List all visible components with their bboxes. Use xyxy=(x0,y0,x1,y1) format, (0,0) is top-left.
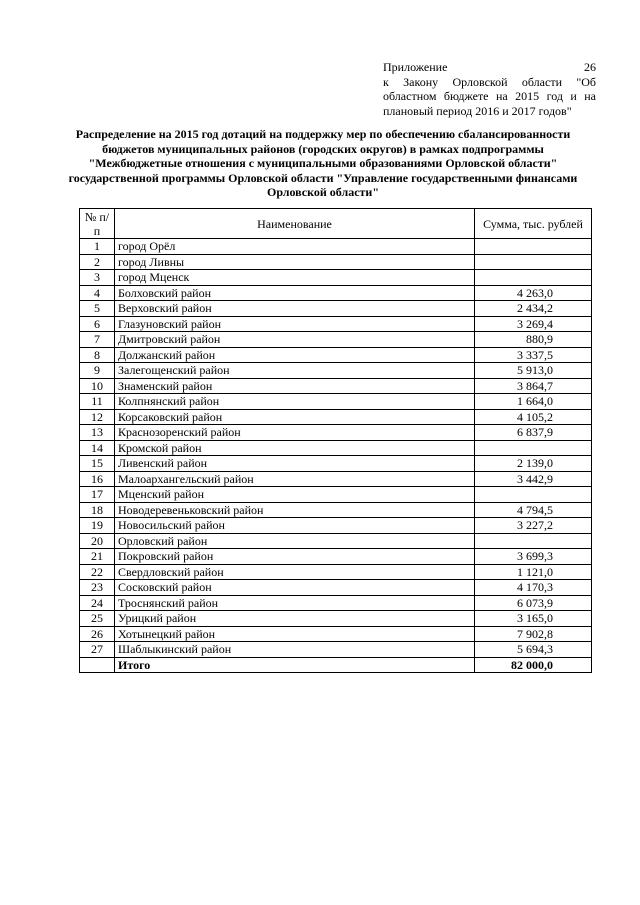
row-number: 23 xyxy=(80,580,115,596)
row-number: 20 xyxy=(80,533,115,549)
total-number-cell xyxy=(80,657,115,673)
row-sum: 880,9 xyxy=(475,332,592,348)
row-name: Краснозоренский район xyxy=(115,425,475,441)
row-name: Знаменский район xyxy=(115,378,475,394)
row-sum: 3 699,3 xyxy=(475,549,592,565)
total-row xyxy=(80,657,592,673)
row-name: Свердловский район xyxy=(115,564,475,580)
table-row xyxy=(80,254,592,270)
row-sum: 3 864,7 xyxy=(475,378,592,394)
header-number: № п/п xyxy=(80,209,115,239)
header-name: Наименование xyxy=(115,209,475,239)
row-sum xyxy=(475,239,592,255)
row-number: 11 xyxy=(80,394,115,410)
row-number: 4 xyxy=(80,285,115,301)
row-name: Болховский район xyxy=(115,285,475,301)
row-number: 10 xyxy=(80,378,115,394)
row-sum: 3 442,9 xyxy=(475,471,592,487)
row-sum: 3 165,0 xyxy=(475,611,592,627)
subsidy-table xyxy=(79,208,592,673)
row-name: Верховский район xyxy=(115,301,475,317)
row-number: 6 xyxy=(80,316,115,332)
table-row xyxy=(80,394,592,410)
header-sum: Сумма, тыс. рублей xyxy=(475,209,592,239)
row-number: 21 xyxy=(80,549,115,565)
table-row xyxy=(80,363,592,379)
table-row xyxy=(80,611,592,627)
row-name: Орловский район xyxy=(115,533,475,549)
row-number: 19 xyxy=(80,518,115,534)
table-row xyxy=(80,487,592,503)
row-name: город Ливны xyxy=(115,254,475,270)
row-number: 13 xyxy=(80,425,115,441)
appendix-line: Приложение 26 xyxy=(383,60,596,74)
row-name: Новодеревеньковский район xyxy=(115,502,475,518)
row-name: Сосковский район xyxy=(115,580,475,596)
row-name: Колпнянский район xyxy=(115,394,475,410)
row-name: Мценский район xyxy=(115,487,475,503)
row-number: 7 xyxy=(80,332,115,348)
document-title: Распределение на 2015 год дотаций на поддержку мер по обеспечению сбалансированности бюджетов муниципальных районов (городских округов) в рамках подпрограммы "Межбюджетные отношения с муниципальными образованиями Орловской области" государственной программы Орловской области "Управление государственными финансами Орловской области" xyxy=(68,127,578,199)
row-sum: 7 902,8 xyxy=(475,626,592,642)
row-number: 8 xyxy=(80,347,115,363)
table-row xyxy=(80,409,592,425)
table-body xyxy=(80,239,592,673)
row-name: Покровский район xyxy=(115,549,475,565)
row-sum: 3 337,5 xyxy=(475,347,592,363)
table-row xyxy=(80,533,592,549)
row-name: Шаблыкинский район xyxy=(115,642,475,658)
row-sum: 2 139,0 xyxy=(475,456,592,472)
table-row xyxy=(80,285,592,301)
row-number: 15 xyxy=(80,456,115,472)
row-sum: 5 913,0 xyxy=(475,363,592,379)
table-row xyxy=(80,316,592,332)
table-row xyxy=(80,440,592,456)
row-sum: 1 121,0 xyxy=(475,564,592,580)
row-sum: 4 170,3 xyxy=(475,580,592,596)
row-name: Глазуновский район xyxy=(115,316,475,332)
table-row xyxy=(80,549,592,565)
table-header-row xyxy=(80,209,592,239)
row-name: Залегощенский район xyxy=(115,363,475,379)
table-row xyxy=(80,642,592,658)
row-number: 26 xyxy=(80,626,115,642)
row-number: 5 xyxy=(80,301,115,317)
table-row xyxy=(80,332,592,348)
row-sum: 6 837,9 xyxy=(475,425,592,441)
row-number: 16 xyxy=(80,471,115,487)
row-sum xyxy=(475,533,592,549)
row-sum: 4 105,2 xyxy=(475,409,592,425)
row-name: Корсаковский район xyxy=(115,409,475,425)
row-sum: 6 073,9 xyxy=(475,595,592,611)
row-name: город Мценск xyxy=(115,270,475,286)
row-sum: 4 794,5 xyxy=(475,502,592,518)
row-sum: 3 227,2 xyxy=(475,518,592,534)
row-sum xyxy=(475,487,592,503)
row-sum: 4 263,0 xyxy=(475,285,592,301)
table-row xyxy=(80,270,592,286)
table-row xyxy=(80,301,592,317)
row-sum: 3 269,4 xyxy=(475,316,592,332)
row-number: 9 xyxy=(80,363,115,379)
row-number: 3 xyxy=(80,270,115,286)
table-row xyxy=(80,626,592,642)
row-name: Хотынецкий район xyxy=(115,626,475,642)
row-sum xyxy=(475,254,592,270)
appendix-line: к Закону Орловской области "Об xyxy=(383,74,596,89)
table-row xyxy=(80,239,592,255)
row-sum xyxy=(475,440,592,456)
row-name: Ливенский район xyxy=(115,456,475,472)
table-row xyxy=(80,580,592,596)
row-number: 25 xyxy=(80,611,115,627)
table-row xyxy=(80,378,592,394)
row-number: 27 xyxy=(80,642,115,658)
row-sum xyxy=(475,270,592,286)
row-sum: 5 694,3 xyxy=(475,642,592,658)
row-name: город Орёл xyxy=(115,239,475,255)
table-row xyxy=(80,471,592,487)
row-number: 24 xyxy=(80,595,115,611)
total-label: Итого xyxy=(115,657,475,673)
row-number: 17 xyxy=(80,487,115,503)
table-row xyxy=(80,595,592,611)
table-row xyxy=(80,347,592,363)
appendix-note xyxy=(383,60,596,118)
row-name: Малоархангельский район xyxy=(115,471,475,487)
row-number: 22 xyxy=(80,564,115,580)
row-number: 18 xyxy=(80,502,115,518)
row-name: Урицкий район xyxy=(115,611,475,627)
table-row xyxy=(80,456,592,472)
appendix-line: плановый период 2016 и 2017 годов" xyxy=(383,103,572,118)
row-sum: 1 664,0 xyxy=(475,394,592,410)
table-row xyxy=(80,425,592,441)
table-row xyxy=(80,502,592,518)
row-name: Дмитровский район xyxy=(115,332,475,348)
row-number: 1 xyxy=(80,239,115,255)
row-number: 14 xyxy=(80,440,115,456)
row-sum: 2 434,2 xyxy=(475,301,592,317)
row-name: Троснянский район xyxy=(115,595,475,611)
row-number: 2 xyxy=(80,254,115,270)
row-number: 12 xyxy=(80,409,115,425)
total-sum: 82 000,0 xyxy=(475,657,592,673)
appendix-line: областном бюджете на 2015 год и на xyxy=(383,89,596,103)
row-name: Должанский район xyxy=(115,347,475,363)
row-name: Новосильский район xyxy=(115,518,475,534)
table-row xyxy=(80,564,592,580)
row-name: Кромской район xyxy=(115,440,475,456)
table-row xyxy=(80,518,592,534)
